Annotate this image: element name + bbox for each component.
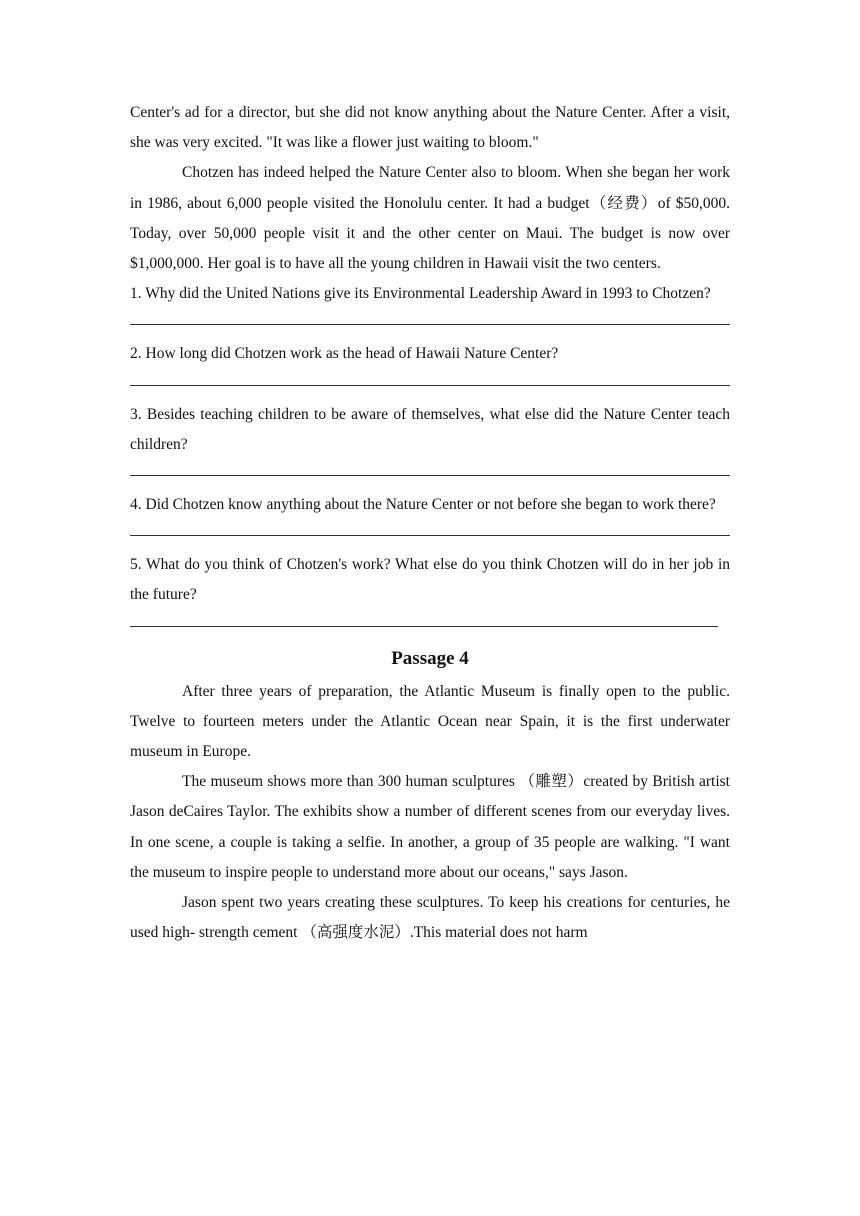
- paragraph-budget: Chotzen has indeed helped the Nature Center also to bloom. When she began her work in 1986, about 6,000 people visited the Honolulu center. It had a budget（经费）of $50,000. Today, over 50,000 people visit it and the other center on Maui. The budget is now over $1,000,000. Her goal is to have all the young children in Hawaii visit the two centers.: [130, 164, 730, 273]
- answer-line-4[interactable]: [130, 520, 730, 550]
- question-1: 1. Why did the United Nations give its Environmental Leadership Award in 1993 to Chotzen?: [130, 285, 711, 303]
- question-3: 3. Besides teaching children to be aware of themselves, what else did the Nature Center teach children?: [130, 405, 730, 453]
- passage4-paragraph-2: The museum shows more than 300 human sculptures （雕塑）created by British artist Jason deCaires Taylor. The exhibits show a number of different scenes from our everyday lives. In one scene, a couple is taking a selfie. In another, a group of 35 people are walking. "I want the museum to inspire people to understand more about our oceans," says Jason.: [130, 773, 730, 881]
- question-5: 5. What do you think of Chotzen's work? What else do you think Chotzen will do in her job in the future?: [130, 556, 730, 604]
- answer-line-2[interactable]: [130, 370, 730, 400]
- passage-title: Passage 4: [391, 647, 469, 669]
- answer-line-5[interactable]: [130, 611, 730, 641]
- question-4: 4. Did Chotzen know anything about the Nature Center or not before she began to work there?: [130, 496, 716, 514]
- passage4-paragraph-1: After three years of preparation, the Atlantic Museum is finally open to the public. Twelve to fourteen meters under the Atlantic Ocean near Spain, it is the first underwater museum in Europe.: [130, 682, 730, 761]
- answer-line-3[interactable]: [130, 460, 730, 490]
- document-page: [130, 98, 730, 948]
- paragraph-continued: Center's ad for a director, but she did not know anything about the Nature Center. After a visit, she was very excited. "It was like a flower just waiting to bloom.": [130, 104, 730, 152]
- passage4-paragraph-3: Jason spent two years creating these sculptures. To keep his creations for centuries, he used high- strength cement （高强度水泥）.This material does not harm: [130, 894, 730, 942]
- answer-line-1[interactable]: [130, 309, 730, 339]
- question-2: 2. How long did Chotzen work as the head of Hawaii Nature Center?: [130, 345, 559, 363]
